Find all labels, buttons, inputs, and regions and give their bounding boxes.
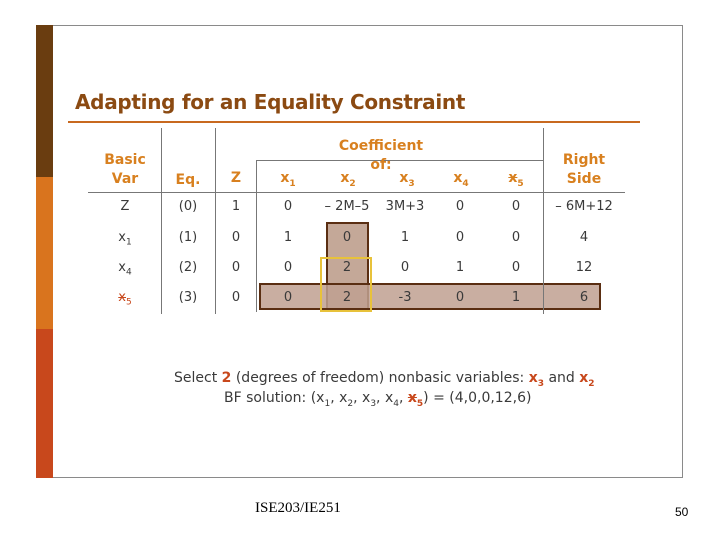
eq-header: Eq. <box>175 172 201 188</box>
x2-header <box>334 169 362 194</box>
x4-header <box>447 169 475 194</box>
x1-cell: 1 <box>283 230 293 245</box>
basic-var-label: Z <box>120 199 130 214</box>
nonbasic-var-1-sub: 3 <box>537 378 545 389</box>
right-header-line: Right <box>562 152 606 168</box>
bf-sep-2: , x <box>353 390 371 406</box>
x4-cell: 1 <box>455 260 465 275</box>
z-cell: 0 <box>231 230 241 245</box>
table-divider-rhs <box>543 128 544 314</box>
right-side-header <box>556 151 612 189</box>
z-header: Z <box>230 170 242 186</box>
x2-cell: – 2M–5 <box>324 199 370 214</box>
rhs-cell: 6 <box>579 290 589 305</box>
basic-var-sub: 1 <box>125 237 132 248</box>
x5-header <box>502 169 530 194</box>
slide-title: Adapting for an Equality Constraint <box>75 90 466 114</box>
title-divider <box>68 121 640 123</box>
x3-header-sub: 3 <box>408 178 415 189</box>
basic-var-sub: 4 <box>125 267 132 278</box>
nonbasic-var-1: x <box>528 370 538 386</box>
bf-solution-note <box>224 390 531 409</box>
x2-cell: 0 <box>342 230 352 245</box>
select-mid-text: (degrees of freedom) nonbasic variables: <box>231 370 529 386</box>
select-pre-text: Select <box>174 370 222 386</box>
var-header-line: Var <box>111 171 139 187</box>
z-cell: 0 <box>231 260 241 275</box>
basic-var-label: x <box>118 290 126 305</box>
coefficient-of-header: Coefficient of: <box>338 138 424 173</box>
x4-header-sub: 4 <box>462 178 469 189</box>
bf-sub-5: 5 <box>416 398 424 409</box>
side-bar-middle <box>36 177 53 329</box>
bf-post-text: ) = (4,0,0,12,6) <box>423 390 532 406</box>
x4-header-label: x <box>453 170 463 186</box>
x1-cell: 0 <box>283 199 293 214</box>
degrees-count: 2 <box>221 370 232 386</box>
nonbasic-var-2-sub: 2 <box>588 378 595 389</box>
x5-header-sub: 5 <box>517 178 524 189</box>
x1-header <box>274 169 302 194</box>
basic-var-cell <box>95 199 155 217</box>
basic-var-label: x <box>118 260 126 275</box>
eq-cell: (2) <box>178 260 198 275</box>
bf-x5: x <box>407 390 417 406</box>
select-note <box>174 370 595 389</box>
x2-header-sub: 2 <box>349 178 356 189</box>
x3-cell: 1 <box>400 230 410 245</box>
bf-sep-1: , x <box>330 390 348 406</box>
z-cell: 0 <box>231 290 241 305</box>
nonbasic-var-2: x <box>579 370 589 386</box>
basic-var-label: x <box>118 230 126 245</box>
x5-header-label: x <box>508 170 518 186</box>
x1-cell: 0 <box>283 260 293 275</box>
bf-sub-3: 3 <box>370 398 377 409</box>
x1-header-label: x <box>280 170 290 186</box>
x3-header-label: x <box>399 170 409 186</box>
basic-header-line: Basic <box>104 152 146 168</box>
x3-cell: -3 <box>398 290 412 305</box>
side-bar-bottom <box>36 329 53 478</box>
rhs-cell: 12 <box>575 260 593 275</box>
x1-header-sub: 1 <box>289 178 296 189</box>
bf-sub-2: 2 <box>347 398 354 409</box>
basic-var-cell <box>95 260 155 278</box>
x3-cell: 3M+3 <box>385 199 425 214</box>
bf-pre-text: BF solution: (x <box>224 390 325 406</box>
x3-header <box>393 169 421 194</box>
side-bar-top <box>36 25 53 177</box>
basic-var-sub: 5 <box>125 297 132 308</box>
eq-cell: (1) <box>178 230 198 245</box>
x4-cell: 0 <box>455 199 465 214</box>
x4-cell: 0 <box>455 290 465 305</box>
x5-cell: 0 <box>511 199 521 214</box>
x1-cell: 0 <box>283 290 293 305</box>
table-divider-basic <box>161 128 162 314</box>
x2-cell: 2 <box>342 290 352 305</box>
rhs-cell: – 6M+12 <box>555 199 613 214</box>
x3-cell: 0 <box>400 260 410 275</box>
x5-cell: 0 <box>511 260 521 275</box>
basic-var-cell <box>95 290 155 308</box>
rhs-cell: 4 <box>579 230 589 245</box>
side-header-line: Side <box>566 171 602 187</box>
x4-cell: 0 <box>455 230 465 245</box>
bf-sub-1: 1 <box>324 398 331 409</box>
basic-var-header <box>100 151 150 189</box>
x2-header-label: x <box>340 170 350 186</box>
course-footer: ISE203/IE251 <box>255 500 341 516</box>
x5-cell: 1 <box>511 290 521 305</box>
bf-sub-4: 4 <box>393 398 399 409</box>
eq-cell: (3) <box>178 290 198 305</box>
x5-cell: 0 <box>511 230 521 245</box>
z-cell: 1 <box>231 199 241 214</box>
bf-sep-3: , x <box>376 390 394 406</box>
table-divider-eq <box>215 128 216 314</box>
eq-cell: (0) <box>178 199 198 214</box>
x2-cell: 2 <box>342 260 352 275</box>
and-text: and <box>544 370 580 386</box>
bf-sep-4: , <box>398 390 408 406</box>
page-number: 50 <box>675 505 689 519</box>
basic-var-cell <box>95 230 155 248</box>
